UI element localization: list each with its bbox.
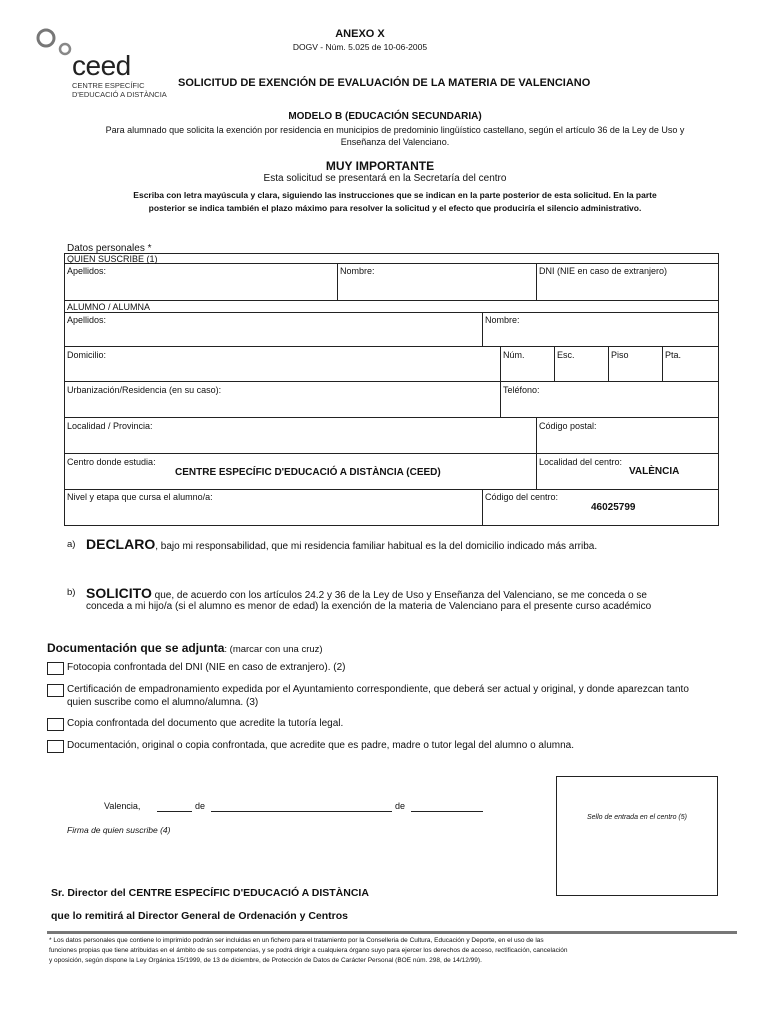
student-surname-field[interactable] <box>65 325 481 345</box>
number-label: Núm. <box>503 350 525 360</box>
phone-field[interactable] <box>501 395 718 416</box>
dogv-reference: DOGV - Núm. 5.025 de 10-06-2005 <box>292 42 428 52</box>
level-label: Nivel y etapa que cursa el alumno/a: <box>67 492 213 502</box>
signature-de-1: de <box>195 801 206 811</box>
stair-label: Esc. <box>557 350 575 360</box>
applicant-name-field[interactable] <box>338 276 535 299</box>
school-value: CENTRE ESPECÍFIC D'EDUCACIÓ A DISTÀNCIA (CEED) <box>175 467 441 478</box>
model-description-2: Enseñanza del Valenciano. <box>340 137 450 147</box>
stamp-box <box>556 776 718 896</box>
doc-checkbox-3[interactable] <box>47 718 64 731</box>
applicant-dni-label: DNI (NIE en caso de extranjero) <box>539 266 668 276</box>
important-heading: MUY IMPORTANTE <box>325 159 435 173</box>
address-label: Domicilio: <box>67 350 107 360</box>
locality-label: Localidad / Provincia: <box>67 421 153 431</box>
signature-month-field[interactable] <box>211 800 392 812</box>
postal-code-field[interactable] <box>537 431 718 452</box>
annex-title: ANEXO X <box>335 28 385 40</box>
door-label: Pta. <box>665 350 682 360</box>
instructions-2: posterior se indica también el plazo máximo para resolver la solicitud y el efecto que produciría el silencio administrativo. <box>148 203 642 213</box>
signature-day-field[interactable] <box>157 800 192 812</box>
declaration-b-text-1: que, de acuerdo con los artículos 24.2 y 36 de la Ley de Uso y Enseñanza del Valenciano, se me conceda o se <box>151 590 647 601</box>
ceed-logo <box>34 26 174 98</box>
applicant-surname-label: Apellidos: <box>67 266 107 276</box>
locality-field[interactable] <box>65 431 535 452</box>
addressee-line-2: que lo remitirá al Director General de Ordenación y Centros <box>51 910 349 922</box>
school-locality-value: VALÈNCIA <box>629 466 680 477</box>
student-header: ALUMNO / ALUMNA <box>67 302 151 312</box>
doc-checkbox-4[interactable] <box>47 740 64 753</box>
declaration-b-line-2: conceda a mi hijo/a (si el alumno es menor de edad) la exención de la materia de Valenciano para el presente curso académico <box>86 601 652 612</box>
model-description-1: Para alumnado que solicita la exención por residencia en municipios de predominio lingüístico castellano, según el artículo 36 de la Ley de Uso y <box>105 125 685 135</box>
applicant-surname-field[interactable] <box>65 276 336 299</box>
declaration-b-line-1 <box>86 585 647 601</box>
urbanization-label: Urbanización/Residencia (en su caso): <box>67 385 222 395</box>
student-surname-label: Apellidos: <box>67 315 107 325</box>
student-name-field[interactable] <box>483 325 718 345</box>
doc-item-3: Copia confrontada del documento que acredite la tutoría legal. <box>67 718 344 729</box>
doc-item-4: Documentación, original o copia confrontada, que acredite que es padre, madre o tutor legal del alumno o alumna. <box>67 740 574 751</box>
footer-divider <box>47 931 737 934</box>
signature-year-field[interactable] <box>411 800 483 812</box>
logo-circles-icon <box>34 26 74 62</box>
phone-label: Teléfono: <box>503 385 540 395</box>
personal-data-title: Datos personales * <box>67 243 152 254</box>
declaration-a <box>86 536 597 552</box>
student-name-label: Nombre: <box>485 315 520 325</box>
applicant-header: QUIEN SUSCRIBE (1) <box>67 254 158 264</box>
doc-item-2: Certificación de empadronamiento expedida por el Ayuntamiento correspondiente, que deberá ser actual y original, y donde aparezcan tanto quien suscribe como el alumno/alumna. (3) <box>67 684 689 708</box>
stamp-caption: Sello de entrada en el centro (5) <box>586 814 687 821</box>
logo-line-1: CENTRE ESPECÍFIC <box>72 81 145 90</box>
signature-de-2: de <box>395 801 406 811</box>
postal-code-label: Código postal: <box>539 421 597 431</box>
logo-line-2: D'EDUCACIÓ A DISTÀNCIA <box>72 90 167 99</box>
privacy-note-2: funciones propias que tiene atribuidas en el ámbito de sus competencias, y se podrá dirigir a cualquiera órgano suyo para ejercer los derechos de acceso, rectificación, cancelación <box>49 947 568 954</box>
floor-label: Piso <box>611 350 629 360</box>
doc-checkbox-1[interactable] <box>47 662 64 675</box>
privacy-note-1: * Los datos personales que contiene lo imprimido podrán ser incluidas en un fichero para el tratamiento por la Conselleria de Cultura, Educación y Deporte, en el uso de las <box>49 937 544 944</box>
logo-wordmark: ceed <box>72 50 131 81</box>
documentation-title: Documentación que se adjunta <box>47 641 225 655</box>
applicant-name-label: Nombre: <box>340 266 375 276</box>
declaration-a-keyword: DECLARO <box>86 536 156 552</box>
declaration-a-text: , bajo mi responsabilidad, que mi residencia familiar habitual es la del domicilio indicado más arriba. <box>155 541 598 552</box>
signer-caption: Firma de quien suscribe (4) <box>67 825 171 835</box>
address-field[interactable] <box>65 360 499 380</box>
applicant-dni-field[interactable] <box>537 276 718 299</box>
documentation-hint: : (marcar con una cruz) <box>224 644 323 655</box>
school-label: Centro donde estudia: <box>67 457 156 467</box>
urbanization-field[interactable] <box>65 395 499 416</box>
doc-item-1: Fotocopia confrontada del DNI (NIE en caso de extranjero). (2) <box>67 662 346 673</box>
level-field[interactable] <box>65 502 481 525</box>
school-code-value: 46025799 <box>591 502 636 513</box>
declaration-b-letter: b) <box>67 587 76 598</box>
documentation-heading <box>47 639 323 657</box>
page-title: SOLICITUD DE EXENCIÓN DE EVALUACIÓN DE LA MATERIA DE VALENCIANO <box>178 77 591 89</box>
school-locality-label: Localidad del centro: <box>539 457 623 467</box>
doc-checkbox-2[interactable] <box>47 684 64 697</box>
declaration-b-keyword: SOLICITO <box>86 585 152 601</box>
signature-city: Valencia, <box>104 801 141 811</box>
school-code-label: Código del centro: <box>485 492 559 502</box>
important-subtitle: Esta solicitud se presentará en la Secretaría del centro <box>263 173 507 184</box>
instructions-1: Escriba con letra mayúscula y clara, siguiendo las instrucciones que se indican en la parte posterior de esta solicitud. En la parte <box>133 190 657 200</box>
declaration-a-letter: a) <box>67 539 76 550</box>
privacy-note-3: y oposición, según dispone la Ley Orgánica 15/1999, de 13 de diciembre, de Protección de Datos de Carácter Personal (BOE núm. 298, de 14/12/99). <box>49 957 482 964</box>
model-title: MODELO B (EDUCACIÓN SECUNDARIA) <box>288 111 482 122</box>
addressee-line-1: Sr. Director del CENTRE ESPECÍFIC D'EDUCACIÓ A DISTÀNCIA <box>51 887 369 899</box>
